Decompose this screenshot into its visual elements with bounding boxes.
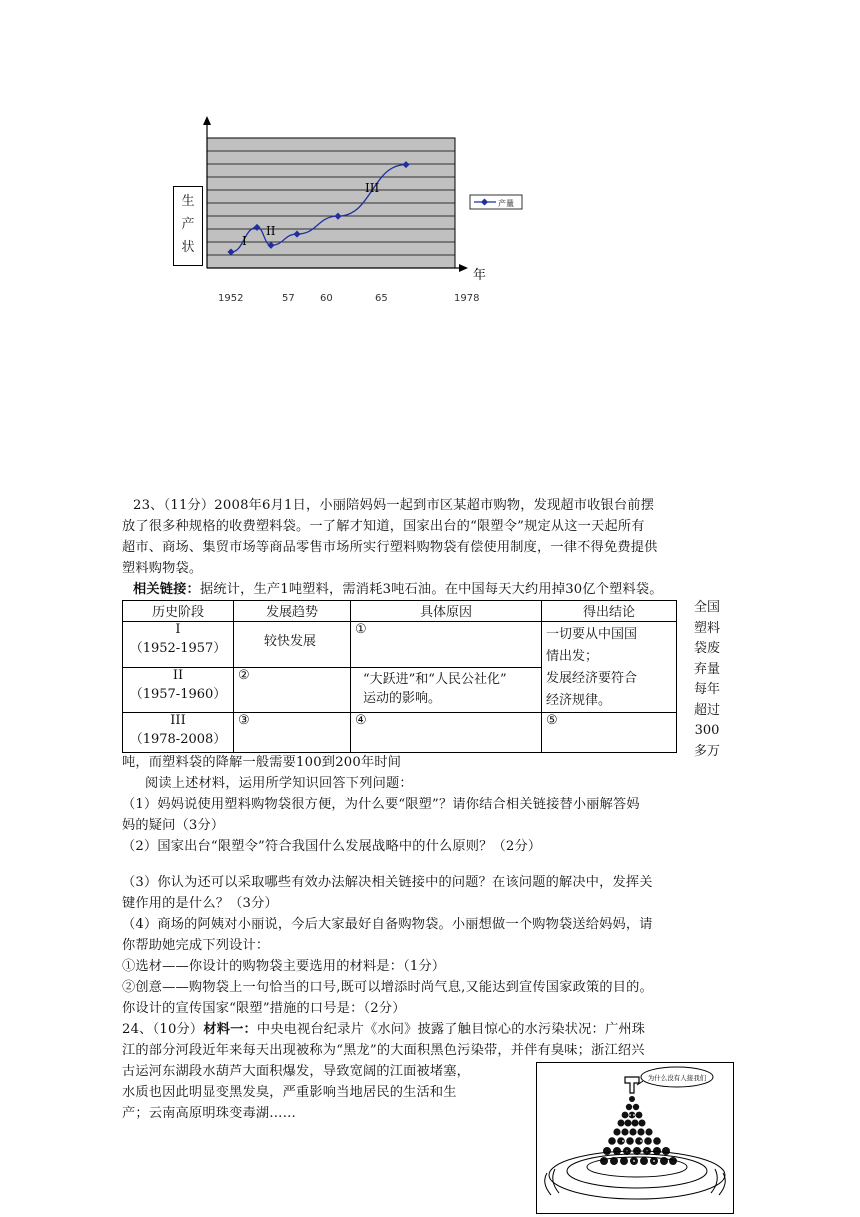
related-link-text: 据统计，生产1吨塑料，需消耗3吨石油。在中国每天大约用掉30亿个塑料袋。 [199, 582, 663, 597]
question-line: 你帮助她完成下列设计： [122, 938, 270, 953]
x-tick-label: 1952 [218, 293, 244, 304]
y-axis-label-box [173, 186, 203, 266]
side-note-line: 全国 [693, 600, 720, 615]
question-line: 你设计的宣传国家“限塑”措施的口号是：（2分） [122, 1001, 406, 1016]
after-table-text: 吨，而塑料袋的降解一般需要100到200年时间 [122, 755, 402, 770]
question-line: 阅读上述材料，运用所学知识回答下列问题： [145, 776, 413, 791]
q24-material-label: 材料一： [203, 1022, 257, 1037]
conclusion-line: 情出发； [546, 649, 599, 664]
side-note-line: 每年 [693, 682, 720, 697]
question-line: ①选材——你设计的购物袋主要选用的材料是：（1分） [122, 959, 446, 974]
phase-label-1: I [242, 234, 247, 248]
question-line: ②创意——购物袋上一句恰当的口号,既可以增添时尚气息,又能达到宣传国家政策的目的。 [122, 980, 653, 995]
history-table [122, 600, 677, 753]
table-cell-trend: 较快发展 [234, 622, 351, 668]
question-line: （3）你认为还可以采取哪些有效办法解决相关链接中的问题？在该问题的解决中，发挥关 [122, 875, 653, 890]
y-axis-label-char: 生 [181, 194, 195, 209]
side-note-line: 弃量 [693, 661, 720, 677]
conclusion-line: 发展经济要符合 [546, 671, 638, 686]
faucet-icon [625, 1077, 639, 1093]
table-cell-trend: ③ [234, 713, 351, 753]
q24-line: 水质也因此明显变黑发臭，严重影响当地居民的生活和生 [122, 1085, 457, 1100]
conclusion-line: 一切要从中国国 [546, 627, 638, 642]
table-cell-trend: ② [234, 667, 351, 713]
legend-label: 产量 [498, 199, 514, 208]
phase-label-3: III [365, 181, 380, 195]
y-axis-label-char: 状 [181, 240, 195, 255]
q24-head: 24、（10分） [122, 1022, 204, 1037]
q23-line: 塑料购物袋。 [122, 561, 203, 576]
stage-numeral: III [170, 713, 186, 728]
table-header: 发展趋势 [234, 601, 351, 622]
reason-line: “大跃进”和“人民公社化” [363, 671, 507, 687]
x-tick-label: 1978 [454, 293, 480, 304]
y-axis-label-char: 产 [181, 217, 195, 232]
stage-numeral: I [175, 622, 181, 637]
table-row [123, 713, 677, 753]
speech-bubble-text: 为什么没有人接我们 [647, 1074, 707, 1082]
x-tick-label: 60 [320, 293, 333, 304]
question-line: （2）国家出台“限塑令”符合我国什么发展战略中的什么原则？（2分） [122, 839, 542, 854]
conclusion-line: 经济规律。 [546, 693, 612, 708]
pollution-cartoon [536, 1062, 734, 1214]
question-line: 键作用的是什么？（3分） [122, 896, 278, 911]
side-note-line: 300 [694, 723, 720, 738]
table-cell-stage [123, 622, 234, 668]
table-cell-reason [351, 667, 542, 713]
side-note [689, 598, 725, 762]
table-row [123, 622, 677, 668]
question-line: 妈的疑问（3分） [122, 818, 225, 833]
stage-years: （1978-2008） [129, 732, 227, 747]
table-header: 历史阶段 [123, 601, 234, 622]
side-note-line: 塑料 [693, 620, 720, 636]
side-note-line: 多万 [693, 743, 720, 759]
question-line: （1）妈妈说使用塑料购物袋很方便，为什么要“限塑”？请你结合相关链接替小丽解答妈 [122, 797, 640, 812]
table-cell-reason: ④ [351, 713, 542, 753]
q24-line: 江的部分河段近年来每天出现被称为“黑龙”的大面积黑色污染带，并伴有臭味；浙江绍兴 [122, 1043, 645, 1058]
table-cell-stage [123, 713, 234, 753]
side-note-line: 超过 [693, 702, 720, 718]
x-tick-label: 57 [282, 293, 295, 304]
question-line: （4）商场的阿姨对小丽说，今后大家最好自备购物袋。小丽想做一个购物袋送给妈妈，请 [122, 917, 653, 932]
reason-line: 运动的影响。 [363, 690, 442, 706]
y-axis-arrow [203, 116, 211, 125]
table-cell-conclusion [542, 622, 677, 713]
q24-text: 中央电视台纪录片《水问》披露了触目惊心的水污染状况：广州珠 [256, 1022, 646, 1037]
q23-line: 超市、商场、集贸市场等商品零售市场所实行塑料购物袋有偿使用制度，一律不得免费提供 [122, 540, 658, 555]
production-chart [170, 108, 540, 304]
q24-line: 古运河东湖段水葫芦大面积爆发，导致宽阔的江面被堵塞， [122, 1064, 471, 1079]
x-tick-labels [218, 293, 479, 304]
cartoon-drawing [537, 1063, 733, 1213]
q23-line: 23、（11分）2008年6月1日，小丽陪妈妈一起到市区某超市购物，发现超市收银台前摆 [133, 498, 655, 513]
side-note-line: 袋废 [693, 641, 720, 656]
stage-numeral: II [172, 667, 184, 683]
stage-years: （1957-1960） [129, 686, 227, 702]
table-header-row [123, 601, 677, 622]
table-cell-conclusion: ⑤ [542, 713, 677, 753]
phase-label-2: II [266, 224, 276, 238]
stage-years: （1952-1957） [129, 641, 227, 656]
table-header: 得出结论 [542, 601, 677, 622]
q23-line: 放了很多种规格的收费塑料袋。一了解才知道，国家出台的“限塑令”规定从这一天起所有 [122, 519, 645, 534]
x-axis-label: 年 [473, 268, 487, 283]
table-cell-stage [123, 667, 234, 713]
x-axis-arrow [459, 264, 468, 272]
related-link [133, 579, 663, 601]
x-tick-label: 65 [375, 293, 388, 304]
q24-first-line [122, 1019, 645, 1041]
related-link-label: 相关链接： [133, 582, 200, 597]
table-header: 具体原因 [351, 601, 542, 622]
table-cell-reason: ① [351, 622, 542, 668]
q24-line: 产；云南高原明珠变毒湖…… [122, 1106, 297, 1121]
